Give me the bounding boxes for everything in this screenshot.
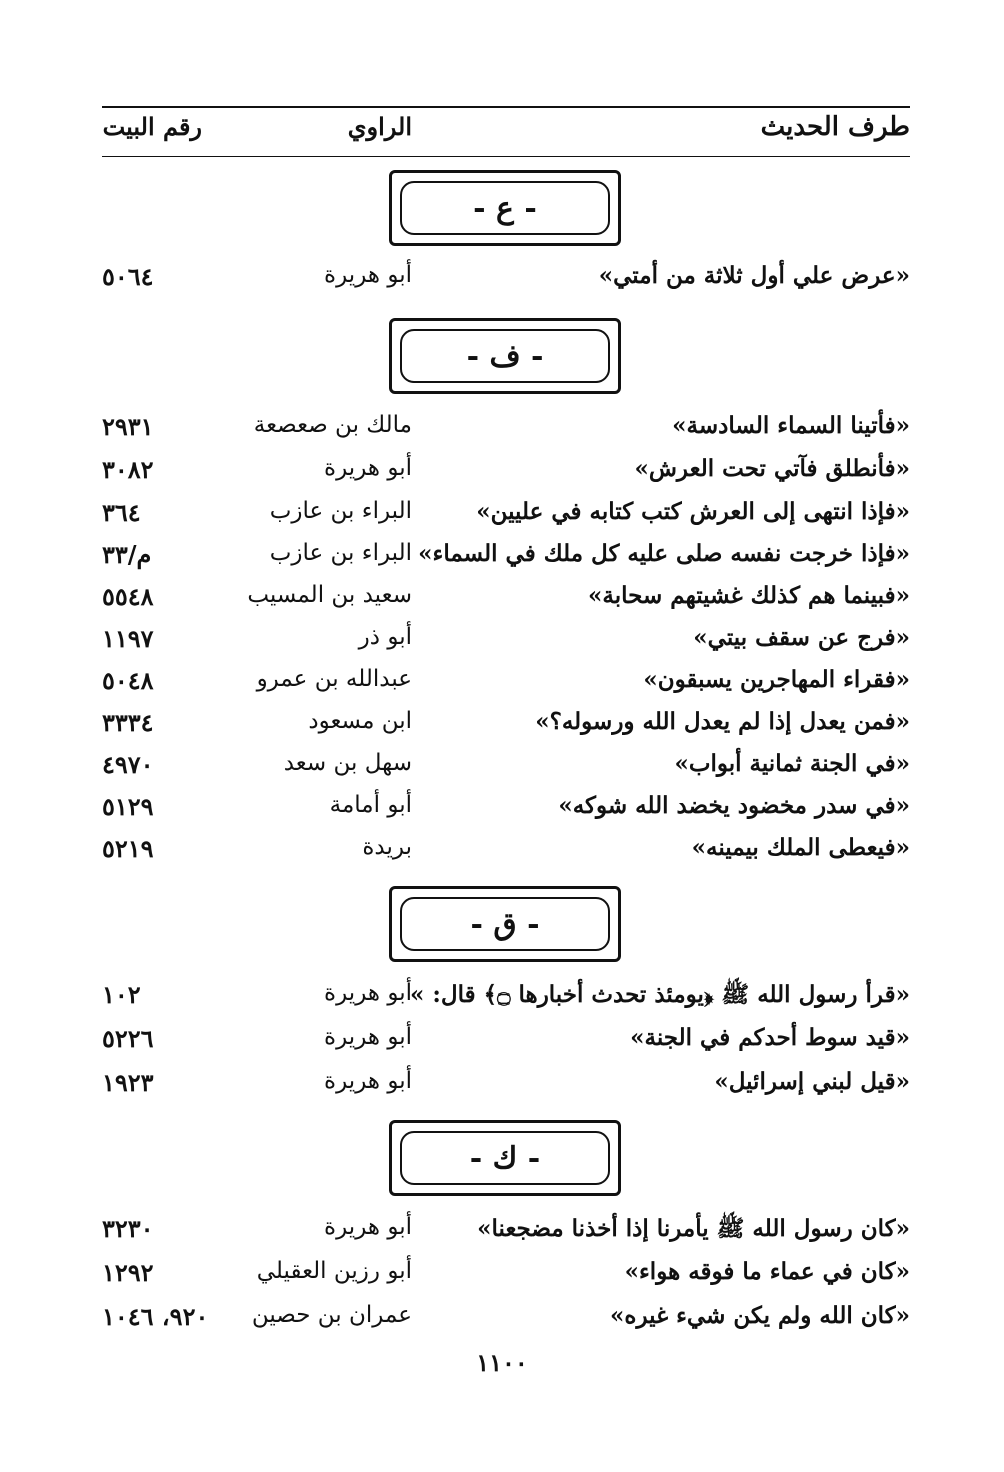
narrator: أبو هريرة <box>324 1024 412 1050</box>
table-row <box>102 1258 910 1296</box>
verse-number: ١٢٩٢ <box>102 1258 154 1287</box>
narrator: سعيد بن المسيب <box>247 582 412 608</box>
verse-number: ١٠٢ <box>102 980 141 1009</box>
verse-number: ٢٩٣١ <box>102 412 154 441</box>
hadith-text: «عرض علي أول ثلاثة من أمتي» <box>598 262 910 289</box>
table-row <box>102 455 910 493</box>
narrator: بريدة <box>362 834 412 860</box>
verse-number: ٣٠٨٢ <box>102 455 154 484</box>
narrator: البراء بن عازب <box>269 540 412 566</box>
hadith-text: «فبينما هم كذلك غشيتهم سحابة» <box>588 582 910 609</box>
narrator: أبو هريرة <box>324 1068 412 1094</box>
section-letter: - ك - <box>400 1131 610 1185</box>
narrator: البراء بن عازب <box>269 498 412 524</box>
section-letter-box <box>389 1120 621 1196</box>
verse-number: ٥٢٢٦ <box>102 1024 154 1053</box>
verse-number: ١٩٢٣ <box>102 1068 154 1097</box>
verse-number: ٩٢٠، ١٠٤٦ <box>102 1302 209 1331</box>
narrator: سهل بن سعد <box>283 750 412 776</box>
table-row <box>102 1214 910 1252</box>
narrator: ابن مسعود <box>308 708 412 734</box>
table-row <box>102 1068 910 1106</box>
header-top-rule <box>102 106 910 108</box>
hadith-text: «كان رسول الله ﷺ يأمرنا إذا أخذنا مضجعنا» <box>477 1215 910 1242</box>
section-letter-box <box>389 886 621 962</box>
narrator: أبو أمامة <box>329 792 412 818</box>
verse-number: ٣٣٣٤ <box>102 708 154 737</box>
hadith-text: «في الجنة ثمانية أبواب» <box>674 750 910 777</box>
narrator: أبو هريرة <box>324 980 412 1006</box>
header-number: رقم البيت <box>102 112 202 141</box>
table-row <box>102 708 910 746</box>
narrator: عمران بن حصين <box>251 1302 412 1328</box>
page-number: ١١٠٠ <box>476 1348 528 1377</box>
narrator: أبو ذر <box>358 624 412 650</box>
narrator: أبو هريرة <box>324 262 412 288</box>
table-row <box>102 980 910 1018</box>
table-row <box>102 582 910 620</box>
hadith-text: «قرأ رسول الله ﷺ ﴿يومئذ تحدث أخبارها ۝﴾ قال: » <box>409 981 910 1008</box>
header-narrator: الراوي <box>347 112 412 141</box>
hadith-text: «في سدر مخضود يخضد الله شوكه» <box>558 792 910 819</box>
verse-number: ٥٠٤٨ <box>102 666 154 695</box>
verse-number: م/٣٣ <box>102 540 152 569</box>
verse-number: ٥١٢٩ <box>102 792 154 821</box>
table-row <box>102 750 910 788</box>
narrator: مالك بن صعصعة <box>253 412 412 438</box>
table-row <box>102 540 910 578</box>
hadith-text: «كان الله ولم يكن شيء غيره» <box>610 1302 910 1329</box>
narrator: أبو هريرة <box>324 1214 412 1240</box>
hadith-text: «فيعطى الملك بيمينه» <box>691 834 910 861</box>
table-row <box>102 1024 910 1062</box>
section-letter-box <box>389 318 621 394</box>
narrator: أبو هريرة <box>324 455 412 481</box>
hadith-text: «كان في عماء ما فوقه هواء» <box>624 1258 910 1285</box>
table-row <box>102 666 910 704</box>
hadith-text: «فمن يعدل إذا لم يعدل الله ورسوله؟» <box>535 708 910 735</box>
verse-number: ٣٢٣٠ <box>102 1214 154 1243</box>
table-row <box>102 792 910 830</box>
table-row <box>102 834 910 872</box>
verse-number: ١١٩٧ <box>102 624 154 653</box>
section-letter: - ع - <box>400 181 610 235</box>
header-bottom-rule <box>102 156 910 157</box>
table-row <box>102 498 910 536</box>
table-row <box>102 412 910 450</box>
verse-number: ٥٢١٩ <box>102 834 154 863</box>
header-hadith: طرف الحديث <box>760 112 910 142</box>
verse-number: ٥٠٦٤ <box>102 262 154 291</box>
section-letter: - ق - <box>400 897 610 951</box>
hadith-text: «فأتينا السماء السادسة» <box>672 412 910 439</box>
verse-number: ٣٦٤ <box>102 498 141 527</box>
verse-number: ٤٩٧٠ <box>102 750 154 779</box>
hadith-text: «فقراء المهاجرين يسبقون» <box>643 666 910 693</box>
table-row <box>102 1302 910 1340</box>
table-row <box>102 262 910 300</box>
section-letter: - ف - <box>400 329 610 383</box>
narrator: أبو رزين العقيلي <box>256 1258 412 1284</box>
narrator: عبدالله بن عمرو <box>256 666 412 692</box>
verse-number: ٥٥٤٨ <box>102 582 154 611</box>
hadith-text: «فرج عن سقف بيتي» <box>693 624 910 651</box>
hadith-text: «فإذا انتهى إلى العرش كتب كتابه في عليين» <box>476 498 910 525</box>
hadith-text: «فإذا خرجت نفسه صلى عليه كل ملك في السماء» <box>418 540 910 567</box>
table-row <box>102 624 910 662</box>
table-header <box>102 112 910 152</box>
hadith-text: «فأنطلق فآتي تحت العرش» <box>634 455 910 482</box>
section-letter-box <box>389 170 621 246</box>
hadith-text: «قيد سوط أحدكم في الجنة» <box>630 1024 910 1051</box>
hadith-text: «قيل لبني إسرائيل» <box>714 1068 910 1095</box>
